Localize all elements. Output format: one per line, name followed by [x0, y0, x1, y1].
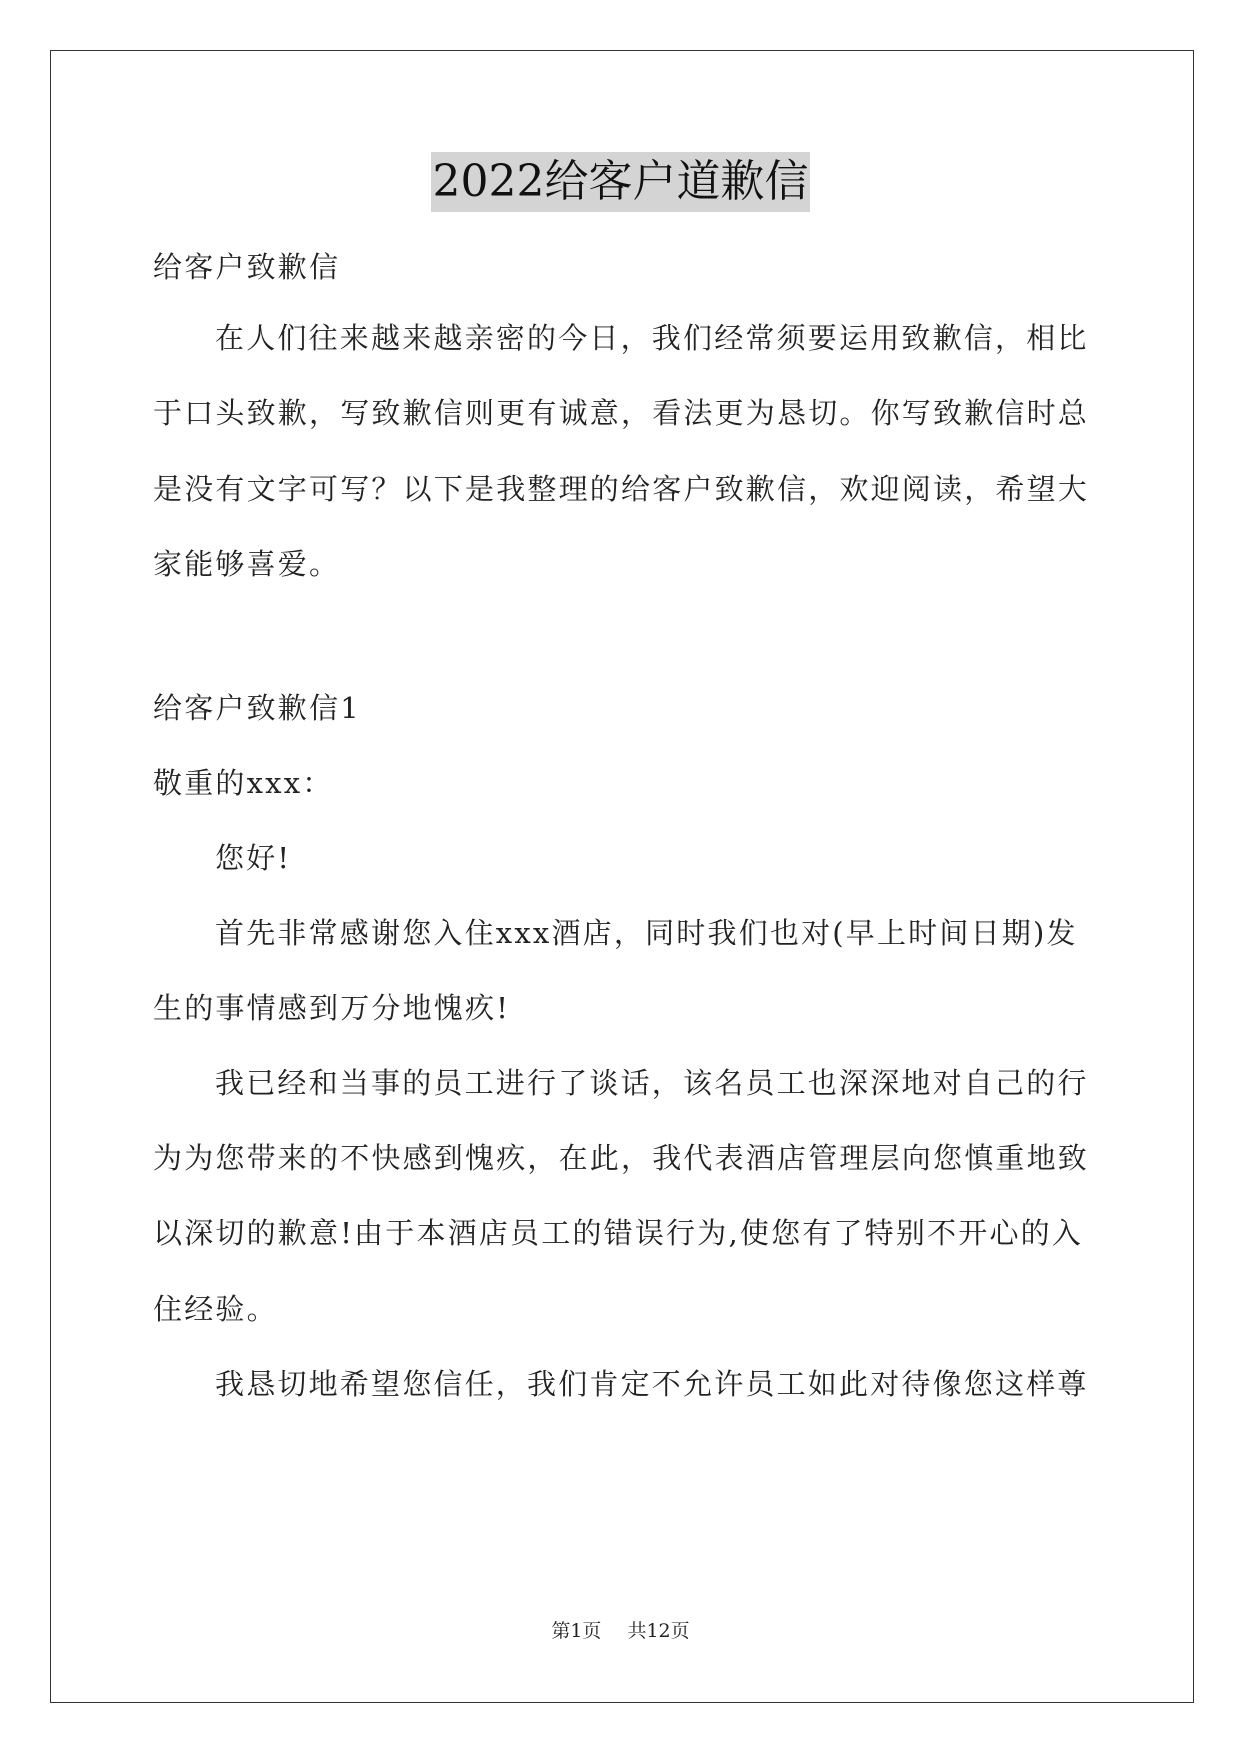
- greeting: 您好!: [215, 841, 292, 875]
- page-footer: [0, 1618, 1241, 1644]
- paragraph-line: 以深切的歉意!由于本酒店员工的错误行为,使您有了特别不开心的入: [153, 1216, 1084, 1250]
- paragraph-line: 我已经和当事的员工进行了谈话，该名员工也深深地对自己的行: [215, 1066, 1089, 1100]
- page-number-current: 第1页: [551, 1620, 602, 1642]
- letter-heading: 给客户致歉信1: [153, 691, 361, 725]
- paragraph-line: 是没有文字可写？以下是我整理的给客户致歉信，欢迎阅读，希望大: [153, 472, 1090, 506]
- paragraph-line: 在人们往来越来越亲密的今日，我们经常须要运用致歉信，相比: [215, 321, 1089, 355]
- paragraph-line: 首先非常感谢您入住xxx酒店，同时我们也对(早上时间日期)发: [215, 916, 1078, 950]
- page-number-total: 共12页: [627, 1620, 690, 1642]
- paragraph-line: 我恳切地希望您信任，我们肯定不允许员工如此对待像您这样尊: [215, 1367, 1089, 1401]
- paragraph-line: 家能够喜爱。: [153, 547, 341, 581]
- title-container: [0, 152, 1241, 212]
- paragraph-line: 为为您带来的不快感到愧疚，在此，我代表酒店管理层向您慎重地致: [153, 1141, 1090, 1175]
- paragraph-line: 生的事情感到万分地愧疚!: [153, 991, 511, 1025]
- paragraph-line: 于口头致歉，写致歉信则更有诚意，看法更为恳切。你写致歉信时总: [153, 396, 1090, 430]
- paragraph-line: 住经验。: [153, 1292, 278, 1326]
- section-heading: 给客户致歉信: [153, 250, 341, 284]
- document-title: 2022给客户道歉信: [431, 152, 811, 212]
- salutation: 敬重的xxx：: [153, 766, 334, 800]
